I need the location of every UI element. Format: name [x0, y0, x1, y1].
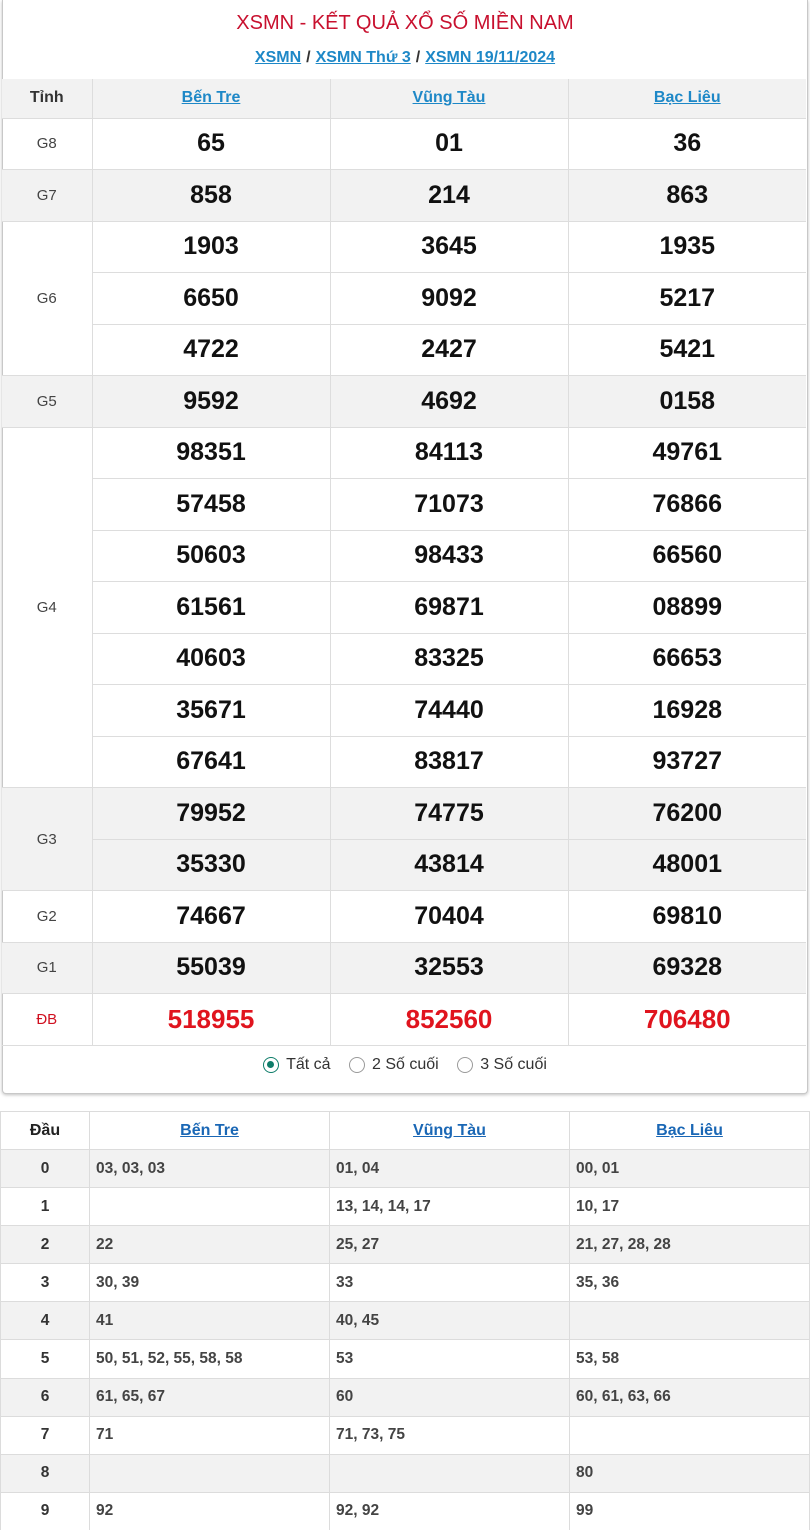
- tail-numbers: 30, 39: [90, 1264, 330, 1302]
- prize-number: 83817: [330, 736, 568, 788]
- prize-row: [2, 942, 806, 994]
- prize-row: [2, 994, 806, 1046]
- tail-numbers: 13, 14, 14, 17: [330, 1188, 570, 1226]
- filter-option-all[interactable]: [263, 1056, 330, 1074]
- radio-icon[interactable]: [457, 1057, 473, 1073]
- prize-number: 84113: [330, 427, 568, 479]
- province-link-ben-tre[interactable]: Bến Tre: [181, 89, 241, 107]
- prize-number: 69871: [330, 582, 568, 634]
- results-header-row: [2, 79, 806, 118]
- head-digit: 9: [1, 1492, 90, 1530]
- prize-row: [2, 530, 806, 582]
- tail-numbers: [570, 1302, 810, 1340]
- tail-numbers: 60, 61, 63, 66: [570, 1378, 810, 1416]
- prize-number: 863: [568, 170, 806, 222]
- prize-label: G2: [2, 891, 92, 943]
- prize-number: 71073: [330, 479, 568, 531]
- head-digit: 5: [1, 1340, 90, 1378]
- prize-number: 858: [92, 170, 330, 222]
- prize-number: 69328: [568, 942, 806, 994]
- prize-number: 67641: [92, 736, 330, 788]
- prize-number: 76866: [568, 479, 806, 531]
- filter-option-label: 3 Số cuối: [480, 1056, 547, 1073]
- breadcrumb-separator: /: [306, 49, 311, 66]
- prize-number: 55039: [92, 942, 330, 994]
- tail-numbers: 22: [90, 1226, 330, 1264]
- prize-number: 1903: [92, 221, 330, 273]
- prize-number: 74667: [92, 891, 330, 943]
- prize-row: [2, 376, 806, 428]
- prize-row: [2, 839, 806, 891]
- prize-label: G4: [2, 427, 92, 788]
- prize-number: 48001: [568, 839, 806, 891]
- prize-number: 9092: [330, 273, 568, 325]
- breadcrumb-xsmn-date[interactable]: XSMN 19/11/2024: [425, 49, 556, 66]
- prize-number: 65: [92, 118, 330, 170]
- prize-number: 01: [330, 118, 568, 170]
- breadcrumb: [3, 49, 807, 67]
- tail-numbers: 40, 45: [330, 1302, 570, 1340]
- province-header: [90, 1112, 330, 1150]
- head-digit: 1: [1, 1188, 90, 1226]
- special-prize-number: 706480: [568, 994, 806, 1046]
- tail-numbers: [570, 1416, 810, 1454]
- head-digit: 7: [1, 1416, 90, 1454]
- breadcrumb-xsmn[interactable]: XSMN: [254, 49, 302, 66]
- tail-numbers: 60: [330, 1378, 570, 1416]
- head-digit-row: [1, 1150, 810, 1188]
- tail-numbers: 50, 51, 52, 55, 58, 58: [90, 1340, 330, 1378]
- prize-number: 98351: [92, 427, 330, 479]
- head-digit: 6: [1, 1378, 90, 1416]
- prize-row: [2, 736, 806, 788]
- tail-numbers: 71: [90, 1416, 330, 1454]
- head-digit: 8: [1, 1454, 90, 1492]
- head-digit-header-row: [1, 1112, 810, 1150]
- prize-row: [2, 633, 806, 685]
- prize-number: 4722: [92, 324, 330, 376]
- prize-number: 66560: [568, 530, 806, 582]
- prize-label: G7: [2, 170, 92, 222]
- prize-row: [2, 891, 806, 943]
- tail-numbers: 35, 36: [570, 1264, 810, 1302]
- prize-row: [2, 118, 806, 170]
- head-digit-row: [1, 1454, 810, 1492]
- prize-label: G5: [2, 376, 92, 428]
- prize-row: [2, 788, 806, 840]
- province-link-vung-tau[interactable]: Vũng Tàu: [412, 89, 486, 107]
- prize-number: 50603: [92, 530, 330, 582]
- prize-number: 1935: [568, 221, 806, 273]
- province-header: [330, 1112, 570, 1150]
- prize-label: G6: [2, 221, 92, 376]
- province-header: [568, 79, 806, 118]
- tail-numbers: 00, 01: [570, 1150, 810, 1188]
- prize-label: G1: [2, 942, 92, 994]
- prize-number: 40603: [92, 633, 330, 685]
- prize-number: 5421: [568, 324, 806, 376]
- head-digit-row: [1, 1340, 810, 1378]
- page-title: XSMN - KẾT QUẢ XỔ SỐ MIỀN NAM: [236, 12, 574, 34]
- prize-number: 5217: [568, 273, 806, 325]
- tail-numbers: [330, 1454, 570, 1492]
- tail-numbers: [90, 1454, 330, 1492]
- prize-row: [2, 427, 806, 479]
- head-digit-row: [1, 1226, 810, 1264]
- province-header: [92, 79, 330, 118]
- prize-row: [2, 582, 806, 634]
- special-prize-number: 518955: [92, 994, 330, 1046]
- prize-number: 9592: [92, 376, 330, 428]
- prize-row: [2, 479, 806, 531]
- tail-numbers: 80: [570, 1454, 810, 1492]
- prize-number: 6650: [92, 273, 330, 325]
- tail-numbers: 61, 65, 67: [90, 1378, 330, 1416]
- prize-label: G3: [2, 788, 92, 891]
- tail-numbers: 03, 03, 03: [90, 1150, 330, 1188]
- prize-number: 74775: [330, 788, 568, 840]
- prize-number: 70404: [330, 891, 568, 943]
- prize-number: 214: [330, 170, 568, 222]
- tail-numbers: 33: [330, 1264, 570, 1302]
- prize-row: [2, 221, 806, 273]
- prize-number: 35330: [92, 839, 330, 891]
- filter-option-last-3[interactable]: [457, 1056, 547, 1074]
- head-digit-row: [1, 1188, 810, 1226]
- prize-label: G8: [2, 118, 92, 170]
- province-header: [330, 79, 568, 118]
- radio-selected-icon[interactable]: [263, 1057, 279, 1073]
- prize-number: 4692: [330, 376, 568, 428]
- special-prize-number: 852560: [330, 994, 568, 1046]
- prize-number: 66653: [568, 633, 806, 685]
- head-digit: 3: [1, 1264, 90, 1302]
- prize-number: 08899: [568, 582, 806, 634]
- head-digit-row: [1, 1416, 810, 1454]
- tail-numbers: 71, 73, 75: [330, 1416, 570, 1454]
- filter-option-label: Tất cả: [286, 1056, 331, 1073]
- province-link-vung-tau[interactable]: Vũng Tàu: [413, 1121, 486, 1139]
- prize-row: [2, 170, 806, 222]
- prize-number: 83325: [330, 633, 568, 685]
- filter-option-last-2[interactable]: [349, 1056, 439, 1074]
- prize-row: [2, 685, 806, 737]
- tail-numbers: 10, 17: [570, 1188, 810, 1226]
- tail-numbers: 01, 04: [330, 1150, 570, 1188]
- breadcrumb-separator: /: [415, 49, 421, 66]
- prize-number: 79952: [92, 788, 330, 840]
- head-digit-row: [1, 1302, 810, 1340]
- prize-number: 36: [568, 118, 806, 170]
- prize-number: 93727: [568, 736, 806, 788]
- head-digit-row: [1, 1378, 810, 1416]
- breadcrumb-xsmn-thu-3[interactable]: XSMN Thứ 3: [315, 49, 411, 66]
- province-link-ben-tre[interactable]: Bến Tre: [180, 1121, 239, 1139]
- tail-numbers: [90, 1188, 330, 1226]
- province-header: [570, 1112, 810, 1150]
- head-digit: 2: [1, 1226, 90, 1264]
- prize-number: 69810: [568, 891, 806, 943]
- tail-numbers: 99: [570, 1492, 810, 1530]
- prize-number: 0158: [568, 376, 806, 428]
- prize-number: 35671: [92, 685, 330, 737]
- tail-numbers: 21, 27, 28, 28: [570, 1226, 810, 1264]
- province-label-header: Tỉnh: [2, 79, 92, 118]
- head-digit-row: [1, 1264, 810, 1302]
- prize-number: 76200: [568, 788, 806, 840]
- prize-number: 57458: [92, 479, 330, 531]
- head-digit-label-header: Đầu: [1, 1112, 90, 1150]
- head-digit-row: [1, 1492, 810, 1530]
- tail-numbers: 53, 58: [570, 1340, 810, 1378]
- prize-number: 49761: [568, 427, 806, 479]
- tail-numbers: 41: [90, 1302, 330, 1340]
- prize-row: [2, 324, 806, 376]
- prize-number: 43814: [330, 839, 568, 891]
- prize-number: 32553: [330, 942, 568, 994]
- prize-number: 16928: [568, 685, 806, 737]
- prize-number: 3645: [330, 221, 568, 273]
- tail-numbers: 92: [90, 1492, 330, 1530]
- prize-number: 2427: [330, 324, 568, 376]
- head-digit: 4: [1, 1302, 90, 1340]
- prize-number: 61561: [92, 582, 330, 634]
- prize-number: 74440: [330, 685, 568, 737]
- prize-number: 98433: [330, 530, 568, 582]
- tail-numbers: 92, 92: [330, 1492, 570, 1530]
- tail-numbers: 53: [330, 1340, 570, 1378]
- head-digit: 0: [1, 1150, 90, 1188]
- tail-numbers: 25, 27: [330, 1226, 570, 1264]
- digit-filter: [0, 1056, 810, 1078]
- results-table: [2, 79, 806, 1046]
- head-digit-table: [0, 1111, 810, 1530]
- province-link-bac-lieu[interactable]: Bạc Liêu: [653, 89, 721, 107]
- prize-row: [2, 273, 806, 325]
- filter-option-label: 2 Số cuối: [372, 1056, 439, 1073]
- radio-icon[interactable]: [349, 1057, 365, 1073]
- prize-label: ĐB: [2, 994, 92, 1046]
- province-link-bac-lieu[interactable]: Bạc Liêu: [656, 1121, 723, 1139]
